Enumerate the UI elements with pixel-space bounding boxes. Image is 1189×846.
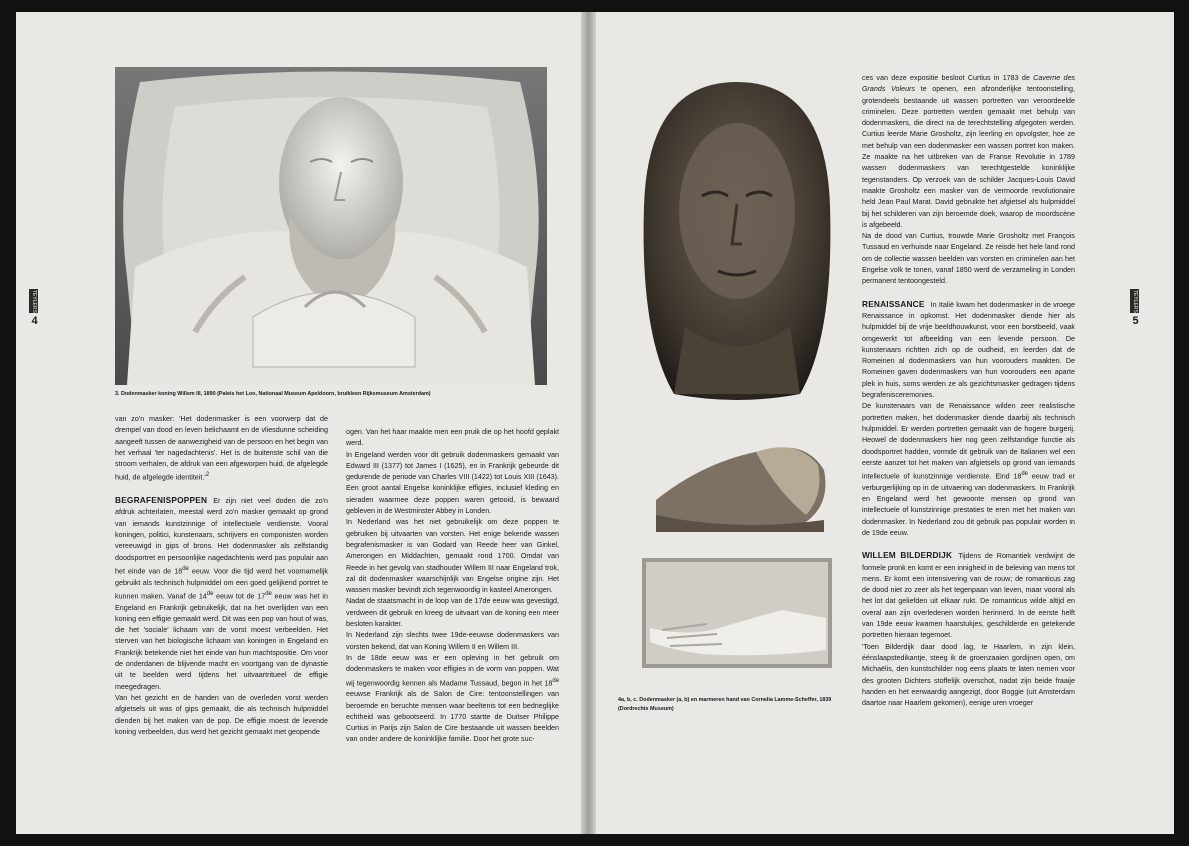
right-column [862, 73, 1075, 709]
page-number: 4 [31, 315, 38, 327]
footnote-ref: 2 [205, 472, 210, 479]
text: eeuw. Voor die tijd werd het voornamelijk gebruikt als technisch hulpmiddel om een goed gelijkend portret te kunnen maken. Vanaf de 14 [115, 567, 328, 601]
intro-text: van zo'n masker: 'Het dodenmasker is een voorwerp dat de drempel van dood en leven belichaamt en de vliesdunne scheiding aangeeft tussen de aanwezigheid van de persoon en het begin van het verhaal 'ter nagedachtenis'. Het is de buitenste schil van die stroom verhalen, de afdruk van een afgeworpen huid, de afgelegde huid, de afgelegde identiteit.' [115, 415, 328, 482]
figure-caption: 4a, b, c. Dodenmasker (a, b) en marmeren hand van Cornelia Lamme-Scheffer, 1839 (Dordrechts Museum) [618, 697, 832, 712]
text: eeuwse Frankrijk als de Salon de Cire: tentoonstellingen van beroemde en beruchte mensen waar beeltenis tot een bedrieglijke echtheid was gebootseerd. In 1770 startte de Duitser Philippe Curtius in Parijs zijn Salon de Cire bestaande uit wassen beelden van onder andere de koninklijke familie. Door het grote suc- [346, 690, 559, 744]
text: eeuw tot de 17 [213, 592, 266, 601]
emphasis: Caverne des Grands Voleurs [862, 74, 1075, 94]
superscript: de [1021, 471, 1028, 478]
death-mask-profile-photo [646, 420, 834, 540]
text: te openen, een afzonderlijke tentoonstelling, grotendeels bestaande uit wassen portretten van veroordeelde criminelen. Deze portretten werden gemaakt met behulp van dodenmaskers, die direct na de terechtstelling afgegoten werden. Curtius leerde Marie Grosholtz, zijn leerling en opvolgster, hoe ze met behulp van een dodenmasker een wassen portret kon maken. Ze maakte na het uitbreken van de Franse Revolutie in 1789 wassen dodenmaskers van terechtgestelde koninklijke tegenstanders. Op verzoek van de schilder Jacques-Louis David maakte Grosholtz een masker van de vermoorde revolutionaire held Jean Paul Marat. David gebruikte het afgietsel als hulpmiddel bij het schilderen van zijn beroemde doek, waarop de moordscène is afgebeeld. [862, 85, 1075, 229]
marble-hand-photo [642, 558, 832, 668]
paragraph: ogen. Van het haar maakte men een pruik die op het hoofd geplakt werd. [346, 428, 559, 448]
left-column-1 [115, 414, 328, 738]
right-page [596, 12, 1174, 834]
superscript: de [182, 565, 189, 572]
text: In Italië kwam het dodenmasker in de vroege Renaissance in opkomst. Het dodenmasker diende hier als hulpmiddel bij de vrije beeldhouwkunst, voor een borstbeeld, vaak omgewerkt tot afbeelding van een levende persoon. De kunstenaars richtten zich op de oudheid, en leerden dat de Romeinen al dodenmaskers van hun voorouders maakten. De Romeinen gaven dodenmaskers van hun voorouders een aparte plek in huis, soms werden ze als gezichtsmasker gedragen tijdens begrafenisceremonies. [862, 300, 1075, 400]
paragraph [346, 653, 559, 746]
paragraph: In Engeland werden voor dit gebruik dodenmaskers gemaakt van Edward III (1377) tot James I (1625), en in Frankrijk gebeurde dit gedurende de periode van Charles VIII (1422) tot Louis XIII (1643). Een groot aantal Engelse koninklijke effigies, inclusief kleding en sieraden waarmee deze poppen waren getooid, is bewaard gebleven in de Westminster Abbey in Londen. [346, 450, 559, 516]
paragraph [862, 550, 1075, 641]
paragraph [862, 401, 1075, 539]
spine-gutter [581, 12, 596, 834]
text: Tijdens de Romantiek verdwijnt de formele pronk en komt er een innigheid in de beleving van mens tot mens. Er komt een intensivering van de rouw; de romanticus zag de dood niet zo zeer als het tegenpaan van leven, maar vooral als het lot dat geliefden uit elkaar rukt. De romanticus wilde altijd en overal aan zijn overledenen worden herinnerd. In de eerste helft van 19de eeuw kwamen haarstukjes, geschilderde en getekende portretten hieraan tegemoet. [862, 552, 1075, 640]
death-mask-willem-iii-photo [115, 67, 547, 385]
superscript: de [552, 677, 559, 684]
paragraph: 'Toen Bilderdijk daar dood lag, te Haarlem, in zijn klein, éénslaapstedikantje, steeg ik de groenzaaien gordijnen open, om Michaëlis, den kunstschilder nog eens plaats te laten nemen voor des grooten Dichters stoffelijk overschot, nadat zijn beide fraaije handen en het eerwaardig aangezigt, door Boggie (uit Amsterdam daartoe naar Haarlem gekomen), eenige uren vroeger [862, 642, 1075, 708]
paragraph: Van het gezicht en de handen van de overleden vorst werden afgietsels uit was of gips gemaakt, die als technisch hulpmiddel dienden bij het maken van de pop. De effigie moest de levende koning verbeelden, dus werd het gezicht gemaakt met geopende [115, 693, 328, 736]
heading-renaissance: RENAISSANCE [862, 298, 925, 309]
text: eeuw was het in Engeland en Frankrijk gebruikelijk, dat na het overlijden van een koning een effigie gemaakt werd. Dit was een pop van hout of was, die het 'sociale' lichaam van de vorst moest verbeelden. Het sterven van het biologische lichaam van koningen in Engeland en Frankrijk betekende niet het einde van hun machtspositie. Om voor de onderdanen de blijvende macht en voortgang van de dynastie uit te beelden werd tijdens het uitvaartritueel de effigie meegedragen. [115, 592, 328, 691]
text: In de 18de eeuw was er een opleving in het gebruik om dodenmaskers te maken voor effigies in de vorm van poppen. Wat wij tegenwoordig kennen als Madame Tussaud, begon in het 18 [346, 653, 559, 687]
paragraph [115, 495, 328, 693]
paragraph: In Nederland was het niet gebruikelijk om deze poppen te gebruiken bij uitvaarten van vorsten. Het enige bekende wassen begrafenismasker is van Godard van Reede heer van Ginkel, Amerongen en Middachten, gemaakt rond 1700. Omdat van Reede in het gevolg van stadhouder Willem III naar Engeland trok, zal dit dodenmasker waarschijnlijk van Engelse origine zijn. Het wassen masker bevindt zich tegenwoordig in kasteel Amerongen. [346, 518, 559, 595]
paragraph [862, 299, 1075, 402]
paragraph [862, 73, 1075, 231]
heading-willem-bilderdijk: WILLEM BILDERDIJK [862, 550, 953, 561]
superscript: de [206, 590, 214, 597]
paragraph: Na de dood van Curtius, trouwde Marie Grosholtz met François Tussaud en verhuisde naar Engeland. Ze reisde het hele land rond om de collectie wassen beelden van vorsten en criminelen aan het Engelse volk te tonen, vanaf 1850 werd de verzameling in Londen permanent tentoongesteld. [862, 232, 1075, 286]
page-number: 5 [1132, 315, 1139, 327]
paragraph: In Nederland zijn slechts twee 19de-eeuwse dodenmaskers van vorsten bekend, dat van Koning Willem II en Willem III. [346, 631, 559, 651]
right-page-marker [1130, 289, 1141, 327]
paragraph [115, 414, 328, 484]
left-column-2 [346, 427, 559, 746]
heading-begrafenispoppen: BEGRAFENISPOPPEN [115, 495, 208, 506]
teylers-logo: TEYLERS [1132, 289, 1138, 313]
teylers-logo: TEYLERS [31, 289, 37, 313]
superscript: de [265, 590, 272, 597]
left-page [16, 12, 581, 834]
paragraph: Nadat de staatsmacht in de loop van de 17de eeuw was gevestigd, verdween dit gebruik en kreeg de uitvaart van de koning een meer besloten karakter. [346, 597, 559, 629]
text: eeuw trad er verburgerlijking op in de uitvaering van dodenmaskers. In Frankrijk en Engeland werd het gewoonte mensen op grond van intellectuele of kunstzinnige prestaties te eren met het maken van dodenmasker. In Nederland zou dit gebruik pas populair worden in de 19de eeuw. [862, 472, 1075, 537]
left-page-marker [29, 289, 40, 327]
text: Er zijn niet veel doden die zo'n afdruk achterlaten, meestal werd zo'n masker gemaakt op grond van iemands kunstzinnige of intellectuele verdienste. Vooral koningen, politici, kunstenaars, schrijvers en componisten worden vereeuwigd in gips of brons. Het dodenmasker als zelfstandig doodsportret en persoonlijke nagedachtenis werd pas populair aan het einde van de 18 [115, 497, 328, 576]
text: De kunstenaars van de Renaissance wilden zeer realistische portretten maken, het dodenmasker diende daarbij als technisch hulpmiddel. Er werden portretten gemaakt van de hogere burgerij. Heowel de dodenmaskers hier nog geen zelfstandige functie als doodsportret hadden, vormde dit gebruik van de Italianen wel een eerste aanzet tot het maken van afgietsels op grond van iemands intellectuele of kunstzinnige verdienste. Eind 18 [862, 402, 1075, 481]
text: ces van deze expositie besloot Curtius in 1783 de [862, 74, 1034, 82]
figure-caption: 3. Dodenmasker koning Willem III, 1890 (Paleis het Loo, Nationaal Museum Apeldoorn, bruikleen Rijksmuseum Amsterdam) [115, 391, 431, 397]
death-mask-front-photo [640, 76, 834, 408]
